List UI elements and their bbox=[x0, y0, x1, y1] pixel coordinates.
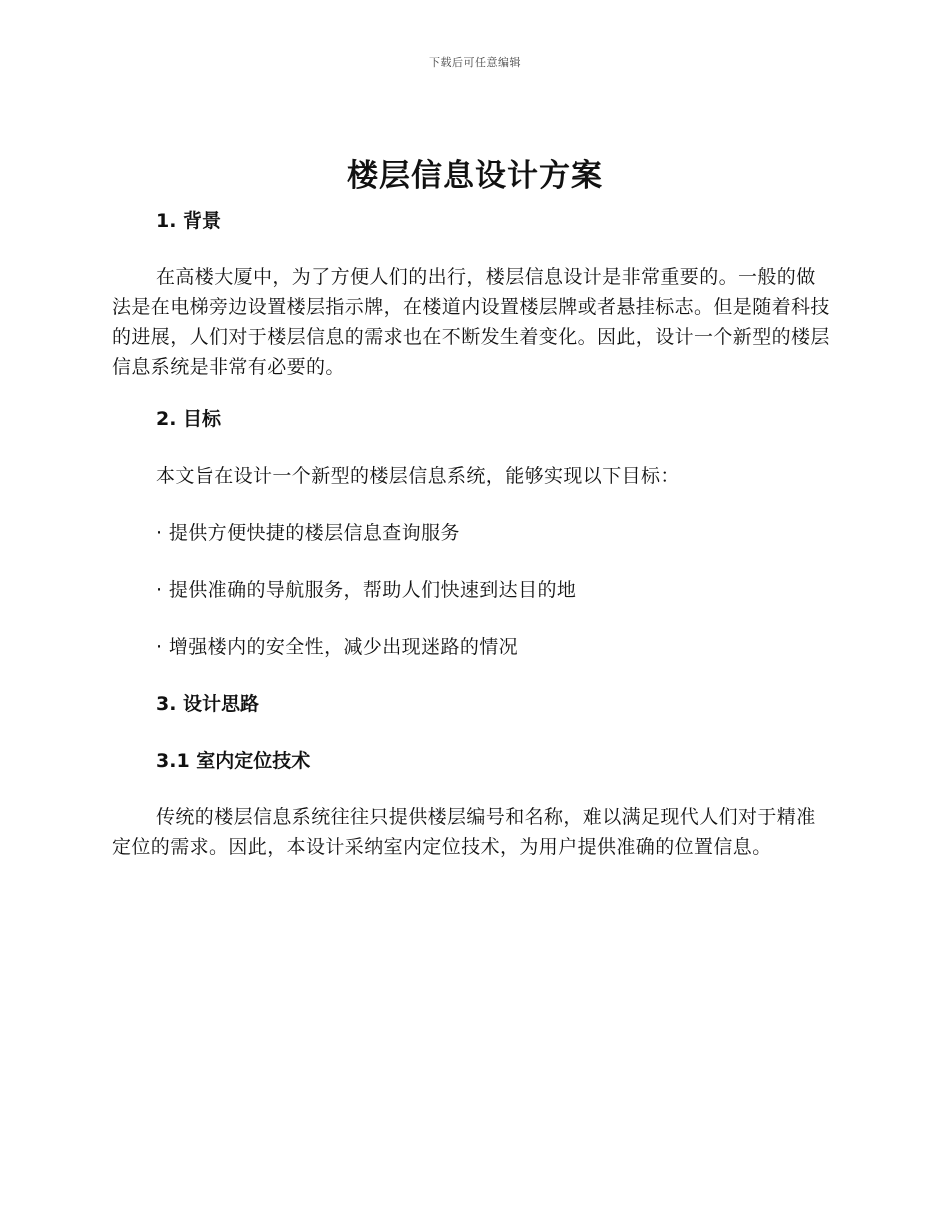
paragraph-indoor-positioning: 传统的楼层信息系统往往只提供楼层编号和名称，难以满足现代人们对于精准定位的需求。因此，本设计采纳室内定位技术，为用户提供准确的位置信息。 bbox=[112, 806, 816, 858]
document-body bbox=[112, 205, 832, 862]
goal-bullet-item: · 增强楼内的安全性，减少出现迷路的情况 bbox=[156, 636, 519, 658]
subsection-heading-indoor-positioning: 3.1 室内定位技术 bbox=[156, 750, 311, 772]
section-heading-goals: 2. 目标 bbox=[156, 408, 222, 430]
goal-bullet-item: · 提供方便快捷的楼层信息查询服务 bbox=[156, 522, 460, 544]
paragraph-background: 在高楼大厦中，为了方便人们的出行，楼层信息设计是非常重要的。一般的做法是在电梯旁边设置楼层指示牌，在楼道内设置楼层牌或者悬挂标志。但是随着科技的进展，人们对于楼层信息的需求也在不断发生着变化。因此，设计一个新型的楼层信息系统是非常有必要的。 bbox=[112, 266, 830, 378]
goal-bullet-item: · 提供准确的导航服务，帮助人们快速到达目的地 bbox=[156, 579, 577, 601]
section-heading-design-approach: 3. 设计思路 bbox=[156, 693, 260, 715]
header-note: 下载后可任意编辑 bbox=[429, 56, 521, 69]
section-heading-background: 1. 背景 bbox=[156, 210, 222, 232]
paragraph-goals-intro: 本文旨在设计一个新型的楼层信息系统，能够实现以下目标： bbox=[156, 465, 680, 487]
document-title: 楼层信息设计方案 bbox=[347, 158, 603, 194]
